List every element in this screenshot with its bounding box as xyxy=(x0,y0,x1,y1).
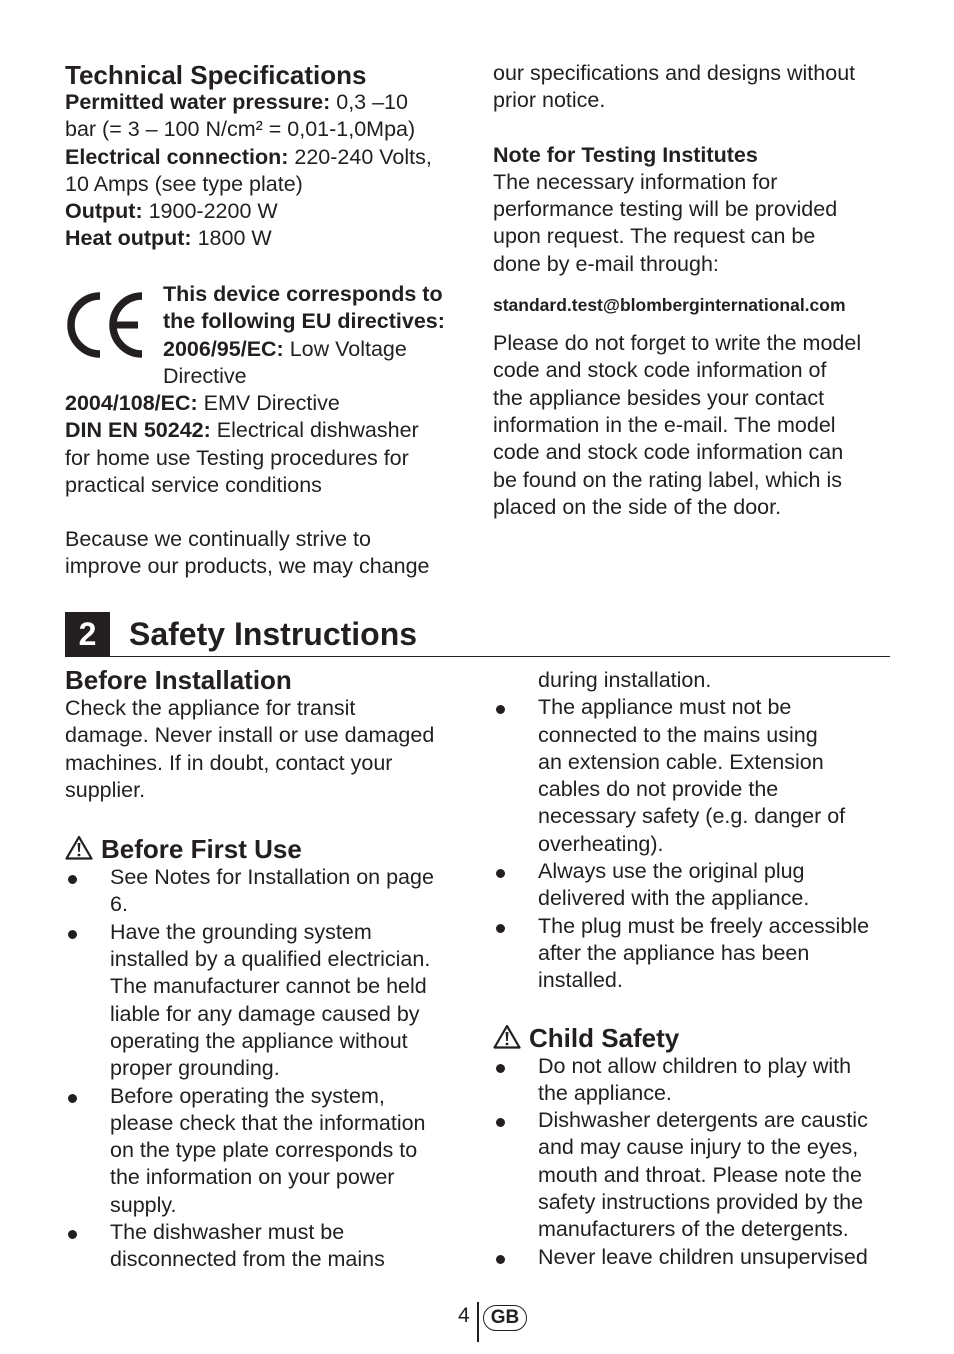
before-installation-line3: machines. If in doubt, contact your xyxy=(65,750,393,775)
testing-para-line3: the appliance besides your contact xyxy=(493,385,825,410)
testing-line3: upon request. The request can be xyxy=(493,224,816,249)
list-item: See Notes for Installation on page 6. xyxy=(65,864,475,919)
testing-line4: done by e-mail through: xyxy=(493,251,719,276)
eu-corresponds-line1: This device corresponds to xyxy=(163,282,443,306)
testing-para-line5: code and stock code information can xyxy=(493,440,844,465)
bullet-icon xyxy=(68,1094,77,1103)
section-number: 2 xyxy=(65,612,110,656)
testing-para-line7: placed on the side of the door. xyxy=(493,494,782,519)
tech-specs-title: Technical Specifications xyxy=(65,60,367,90)
directive-2006-code: 2006/95/EC: xyxy=(163,336,284,361)
continuation-line: during installation. xyxy=(538,668,712,692)
before-installation-line4: supplier. xyxy=(65,777,146,802)
eu-directives-list xyxy=(65,390,465,581)
bullet-icon xyxy=(496,1118,505,1127)
list-item: Always use the original plug delivered with the appliance. xyxy=(493,858,913,913)
bullet-icon xyxy=(496,1064,505,1073)
testing-email-link[interactable]: standard.test@blomberginternational.com xyxy=(493,295,846,316)
testing-title: Note for Testing Institutes xyxy=(493,142,758,167)
page-footer xyxy=(0,1298,954,1342)
output-value: 1900-2200 W xyxy=(142,199,278,224)
list-item: Dishwasher detergents are caustic and may cause injury to the eyes, mouth and throat. Please note the safety instructions provided by the manufacturers of the detergents. xyxy=(493,1107,913,1243)
section-title: Safety Instructions xyxy=(129,616,418,652)
language-badge: GB xyxy=(483,1305,527,1331)
child-safety-heading xyxy=(493,1023,913,1053)
bullet-icon xyxy=(68,875,77,884)
change-notice-line1: Because we continually strive to xyxy=(65,527,371,552)
directive-2004-text: EMV Directive xyxy=(197,391,340,415)
list-item: Do not allow children to play with the appliance. xyxy=(493,1053,913,1108)
water-pressure-label: Permitted water pressure: xyxy=(65,90,331,114)
testing-para-line6: be found on the rating label, which is xyxy=(493,467,843,492)
directive-2006-text-cont: Directive xyxy=(163,363,247,388)
list-item: The dishwasher must be disconnected from the mains xyxy=(65,1219,475,1274)
eu-directives-header xyxy=(163,281,445,390)
change-notice-line4: prior notice. xyxy=(493,88,606,113)
directive-2006-text: Low Voltage xyxy=(283,336,407,361)
water-pressure-value: 0,3 –10 xyxy=(330,90,408,114)
before-first-use-list xyxy=(65,864,475,1273)
before-installation-title: Before Installation xyxy=(65,665,292,695)
bullet-icon xyxy=(496,705,505,714)
right-bottom-block xyxy=(493,667,913,1271)
change-notice-line2: improve our products, we may change xyxy=(65,554,430,579)
electrical-connection-value: 220-240 Volts, xyxy=(288,144,432,169)
ce-mark-icon xyxy=(64,290,146,360)
din-code: DIN EN 50242: xyxy=(65,418,211,443)
before-first-use-list-cont xyxy=(493,694,913,994)
testing-para-line1: Please do not forget to write the model xyxy=(493,331,862,356)
testing-line2: performance testing will be provided xyxy=(493,197,838,222)
heat-output-label: Heat output: xyxy=(65,226,192,251)
testing-block xyxy=(493,60,903,521)
bullet-icon xyxy=(68,930,77,939)
child-safety-title: Child Safety xyxy=(529,1022,680,1053)
bullet-icon xyxy=(68,1230,77,1239)
heat-output-value: 1800 W xyxy=(191,226,272,251)
din-text: Electrical dishwasher xyxy=(210,418,419,443)
bullet-icon xyxy=(496,1255,505,1264)
list-item: Never leave children unsupervised xyxy=(493,1244,913,1271)
tech-specs-block xyxy=(65,60,465,253)
testing-para-line4: information in the e-mail. The model xyxy=(493,412,836,437)
change-notice-line3: our specifications and designs without xyxy=(493,61,856,85)
child-safety-list xyxy=(493,1053,913,1271)
warning-icon xyxy=(65,835,93,860)
eu-corresponds-line2: the following EU directives: xyxy=(163,309,445,334)
testing-line1: The necessary information for xyxy=(493,169,778,194)
water-pressure-value-cont: bar (= 3 – 100 N/cm² = 0,01-1,0Mpa) xyxy=(65,117,416,142)
before-first-use-title: Before First Use xyxy=(101,834,302,865)
electrical-connection-value-cont: 10 Amps (see type plate) xyxy=(65,171,303,196)
testing-para-line2: code and stock code information of xyxy=(493,358,827,383)
din-text-line3: practical service conditions xyxy=(65,472,322,497)
list-item: The plug must be freely accessible after the appliance has been installed. xyxy=(493,913,913,995)
list-item: Before operating the system, please check that the information on the type plate corresponds to the information on your power supply. xyxy=(65,1083,475,1219)
electrical-connection-label: Electrical connection: xyxy=(65,144,289,169)
directive-2004-code: 2004/108/EC: xyxy=(65,391,198,415)
before-installation-line2: damage. Never install or use damaged xyxy=(65,723,435,748)
din-text-line2: for home use Testing procedures for xyxy=(65,445,409,470)
output-label: Output: xyxy=(65,199,143,224)
before-installation-block xyxy=(65,665,475,1274)
before-installation-line1: Check the appliance for transit xyxy=(65,696,356,720)
before-first-use-heading xyxy=(65,834,475,864)
bullet-icon xyxy=(496,869,505,878)
bullet-icon xyxy=(496,924,505,933)
list-item: Have the grounding system installed by a qualified electrician. The manufacturer cannot be held liable for any damage caused by operating the appliance without proper grounding. xyxy=(65,919,475,1083)
section-header xyxy=(65,612,890,657)
warning-icon xyxy=(493,1024,521,1049)
footer-divider xyxy=(477,1302,479,1342)
list-item: The appliance must not be connected to the mains using an extension cable. Extension cables do not provide the necessary safety (e.g. danger of overheating). xyxy=(493,694,913,858)
page-number: 4 xyxy=(458,1304,470,1327)
